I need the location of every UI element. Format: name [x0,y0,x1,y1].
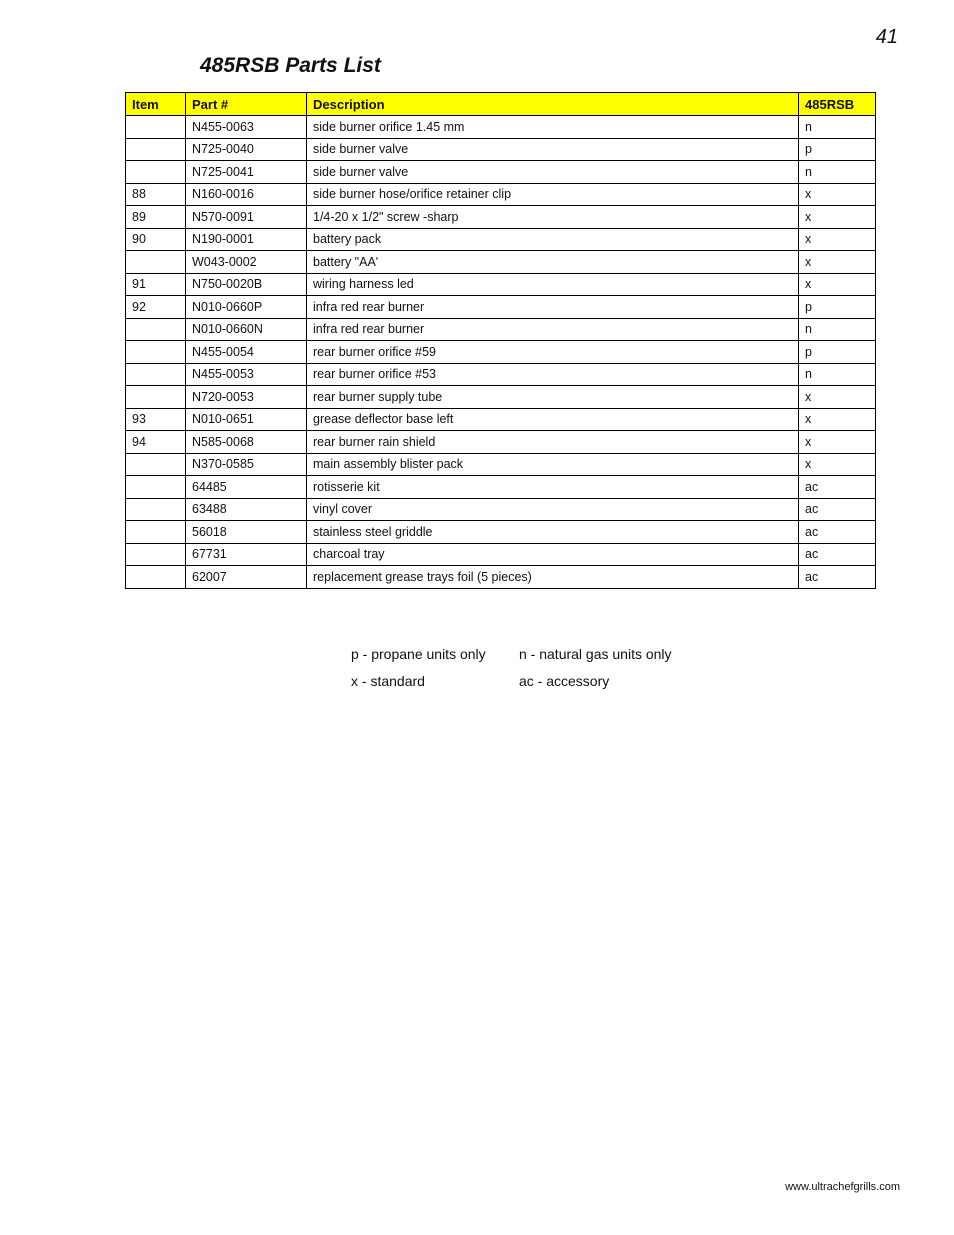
cell-part-number: N725-0040 [186,138,307,161]
table-row [126,183,876,206]
cell-description: rear burner orifice #59 [307,341,799,364]
cell-item [126,251,186,274]
parts-table [125,92,876,589]
cell-item [126,318,186,341]
table-row [126,363,876,386]
table-row [126,521,876,544]
cell-item [126,521,186,544]
table-row [126,386,876,409]
cell-item [126,138,186,161]
table-row [126,431,876,454]
table-row [126,498,876,521]
cell-description: battery "AA' [307,251,799,274]
cell-model: ac [799,521,876,544]
cell-item: 93 [126,408,186,431]
cell-part-number: N160-0016 [186,183,307,206]
cell-model: n [799,318,876,341]
table-row [126,273,876,296]
cell-part-number: N455-0054 [186,341,307,364]
cell-description: rotisserie kit [307,476,799,499]
cell-model: x [799,228,876,251]
cell-item [126,453,186,476]
header-part-number: Part # [186,93,307,116]
cell-model: ac [799,498,876,521]
cell-item [126,386,186,409]
cell-description: rear burner supply tube [307,386,799,409]
cell-description: grease deflector base left [307,408,799,431]
cell-description: rear burner rain shield [307,431,799,454]
cell-model: p [799,296,876,319]
cell-item [126,161,186,184]
cell-item [126,116,186,139]
cell-part-number: 64485 [186,476,307,499]
cell-model: x [799,408,876,431]
cell-item [126,363,186,386]
cell-part-number: N010-0660N [186,318,307,341]
cell-model: ac [799,476,876,499]
table-row [126,566,876,589]
table-row [126,408,876,431]
table-row [126,318,876,341]
cell-description: side burner valve [307,161,799,184]
table-row [126,206,876,229]
cell-description: battery pack [307,228,799,251]
cell-part-number: N725-0041 [186,161,307,184]
cell-part-number: N750-0020B [186,273,307,296]
cell-part-number: N190-0001 [186,228,307,251]
cell-item: 90 [126,228,186,251]
table-row [126,228,876,251]
cell-model: p [799,138,876,161]
cell-part-number: 56018 [186,521,307,544]
table-row [126,543,876,566]
table-row [126,161,876,184]
legend-entry: p - propane units only [351,646,486,662]
table-row [126,476,876,499]
cell-item: 91 [126,273,186,296]
legend-entry: ac - accessory [519,673,610,689]
cell-part-number: N370-0585 [186,453,307,476]
table-row [126,138,876,161]
table-row [126,453,876,476]
page-title: 485RSB Parts List [200,54,381,77]
table-row [126,251,876,274]
cell-model: x [799,431,876,454]
cell-model: ac [799,543,876,566]
legend-entry: x - standard [351,673,425,689]
cell-item [126,543,186,566]
cell-model: p [799,341,876,364]
cell-model: n [799,363,876,386]
cell-part-number: N010-0660P [186,296,307,319]
parts-table-body [126,116,876,589]
cell-item: 92 [126,296,186,319]
cell-model: x [799,453,876,476]
cell-model: x [799,206,876,229]
legend-row [351,673,672,700]
header-item: Item [126,93,186,116]
cell-part-number: W043-0002 [186,251,307,274]
cell-description: infra red rear burner [307,318,799,341]
table-row [126,296,876,319]
cell-description: main assembly blister pack [307,453,799,476]
cell-model: x [799,251,876,274]
legend [351,646,672,700]
cell-part-number: N720-0053 [186,386,307,409]
cell-part-number: N570-0091 [186,206,307,229]
cell-description: vinyl cover [307,498,799,521]
page-number: 41 [875,26,898,48]
cell-description: wiring harness led [307,273,799,296]
cell-model: n [799,116,876,139]
cell-part-number: N010-0651 [186,408,307,431]
cell-model: x [799,386,876,409]
legend-row [351,646,672,673]
cell-part-number: N455-0053 [186,363,307,386]
legend-entry: n - natural gas units only [519,646,672,662]
cell-item: 89 [126,206,186,229]
table-row [126,341,876,364]
cell-part-number: 62007 [186,566,307,589]
cell-description: side burner hose/orifice retainer clip [307,183,799,206]
table-header-row [126,93,876,116]
cell-description: stainless steel griddle [307,521,799,544]
cell-part-number: N585-0068 [186,431,307,454]
header-description: Description [307,93,799,116]
cell-description: 1/4-20 x 1/2" screw -sharp [307,206,799,229]
cell-item: 94 [126,431,186,454]
cell-description: side burner orifice 1.45 mm [307,116,799,139]
cell-description: rear burner orifice #53 [307,363,799,386]
cell-part-number: N455-0063 [186,116,307,139]
cell-model: ac [799,566,876,589]
table-row [126,116,876,139]
cell-description: replacement grease trays foil (5 pieces) [307,566,799,589]
cell-description: side burner valve [307,138,799,161]
cell-item [126,566,186,589]
cell-item: 88 [126,183,186,206]
cell-model: n [799,161,876,184]
cell-model: x [799,183,876,206]
cell-part-number: 67731 [186,543,307,566]
cell-part-number: 63488 [186,498,307,521]
cell-description: infra red rear burner [307,296,799,319]
cell-description: charcoal tray [307,543,799,566]
cell-item [126,341,186,364]
cell-model: x [799,273,876,296]
cell-item [126,476,186,499]
cell-item [126,498,186,521]
footer-url: www.ultrachefgrills.com [785,1181,900,1193]
header-model: 485RSB [799,93,876,116]
